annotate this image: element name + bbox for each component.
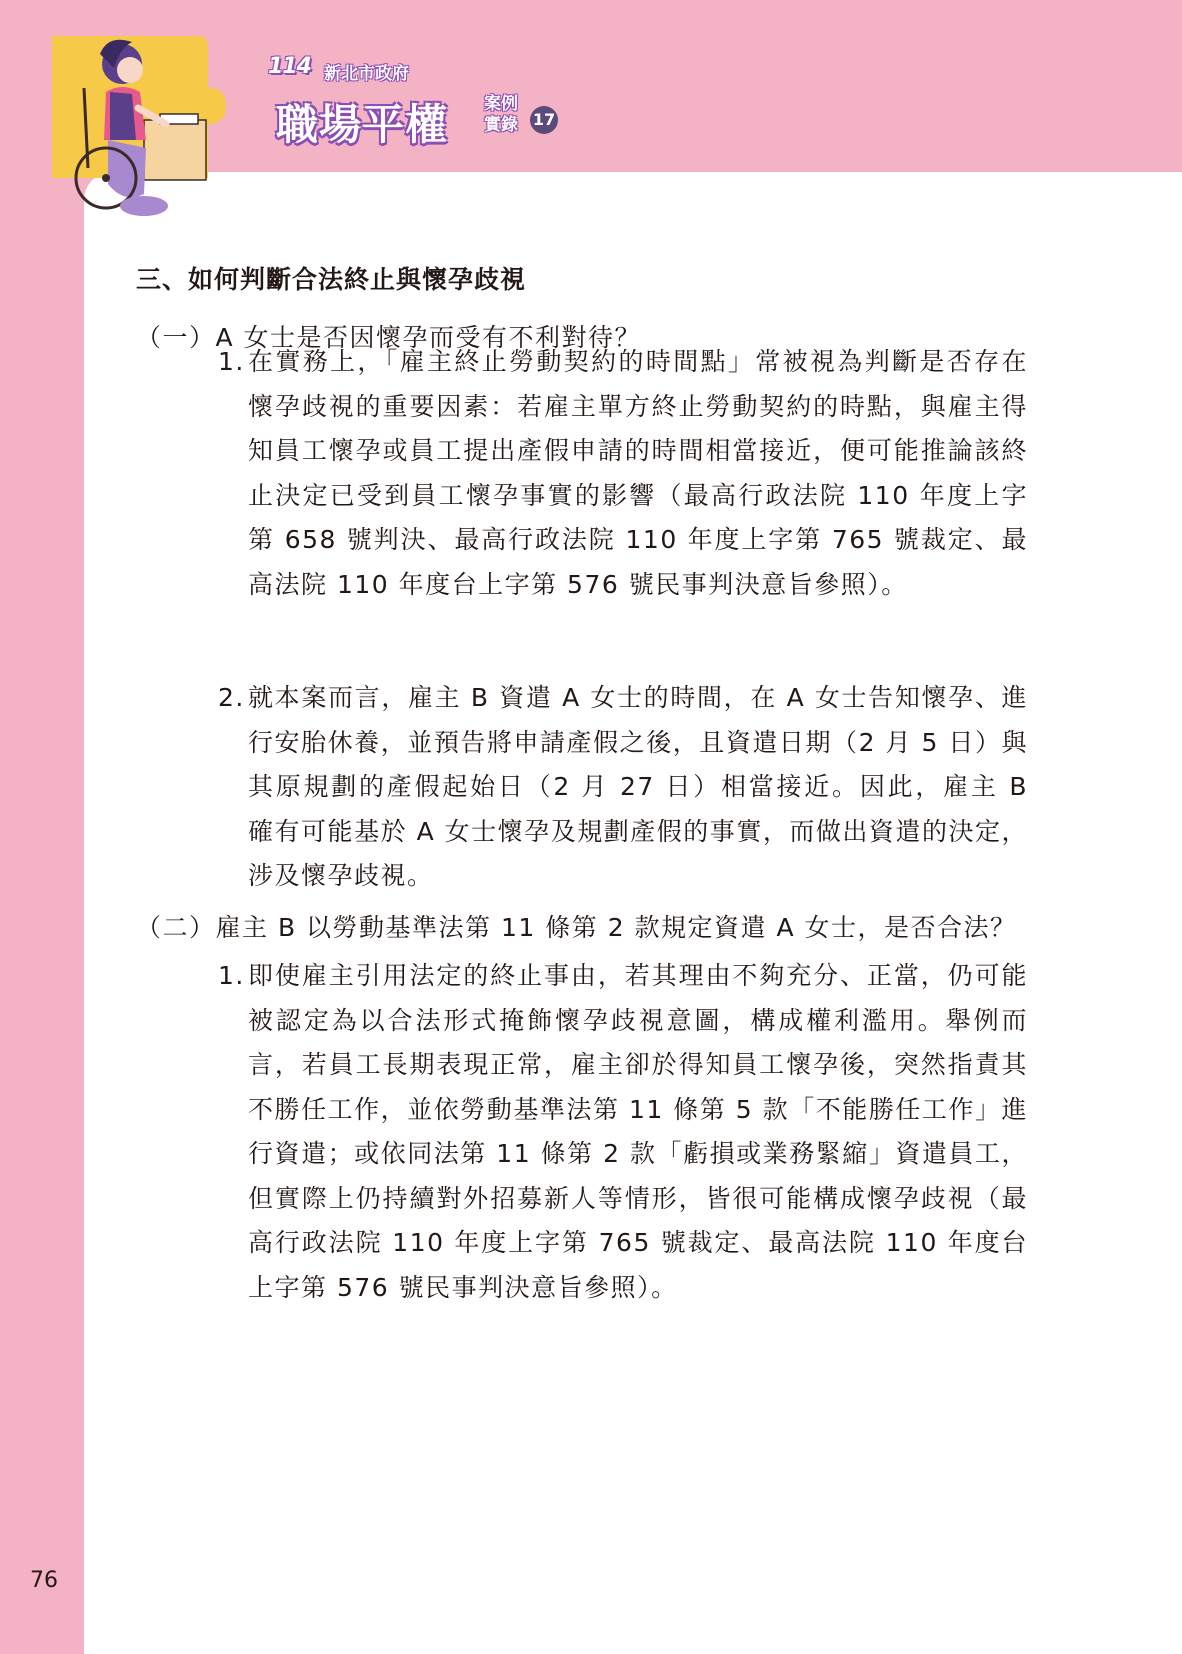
item-number: 2. [218, 683, 245, 712]
subsection-heading: （二）雇主 B 以勞動基準法第 11 條第 2 款規定資遣 A 女士，是否合法？ [136, 913, 1017, 942]
publication-subtitle [484, 94, 524, 136]
item-text: 就本案而言，雇主 B 資遣 A 女士的時間，在 A 女士告知懷孕、進行安胎休養，並預告將申請產假之後，且資遣日期（2 月 5 日）與其原規劃的產假起始日（2 月 27 日）相當接近。因此，雇主 B 確有可能基於 A 女士懷孕及規劃產假的事實，而做出資遣的決定，涉及懷孕歧視。 [248, 683, 1028, 890]
list-item [218, 340, 1028, 607]
publication-title: 職場平權 [276, 100, 449, 149]
subsection-heading: （一）A 女士是否因懷孕而受有不利對待？ [136, 323, 642, 352]
item-text: 在實務上，「雇主終止勞動契約的時間點」常被視為判斷是否存在懷孕歧視的重要因素：若雇主單方終止勞動契約的時點，與雇主得知員工懷孕或員工提出產假申請的時間相當接近，便可能推論該終止決定已受到員工懷孕事實的影響（最高行政法院 110 年度上字第 658 號判決、最高行政法院 110 年度上字第 765 號裁定、最高法院 110 年度台上字第 576 號民事判決意旨參照）。 [248, 347, 1028, 599]
subtitle-line: 案例 [484, 94, 518, 114]
item-number: 1. [218, 347, 245, 376]
page-number: 76 [30, 1568, 58, 1593]
item-number: 1. [218, 961, 245, 990]
year-badge: 114 [268, 54, 311, 79]
item-text: 即使雇主引用法定的終止事由，若其理由不夠充分、正當，仍可能被認定為以合法形式掩飾懷孕歧視意圖，構成權利濫用。舉例而言，若員工長期表現正常，雇主卻於得知員工懷孕後，突然指責其不勝任工作，並依勞動基準法第 11 條第 5 款「不能勝任工作」進行資遣；或依同法第 11 條第 2 款「虧損或業務緊縮」資遣員工，但實際上仍持續對外招募新人等情形，皆很可能構成懷孕歧視（最高行政法院 110 年度上字第 765 號裁定、最高法院 110 年度台上字第 576 號民事判決意旨參照）。 [248, 961, 1028, 1302]
woman-in-wheelchair-illustration [48, 28, 248, 228]
city-label: 新北市政府 [324, 64, 409, 84]
volume-badge: 17 [530, 106, 558, 134]
list-item [218, 676, 1028, 899]
subtitle-line: 實錄 [484, 115, 518, 135]
list-item [218, 954, 1028, 1310]
section-title: 三、如何判斷合法終止與懷孕歧視 [136, 265, 527, 294]
